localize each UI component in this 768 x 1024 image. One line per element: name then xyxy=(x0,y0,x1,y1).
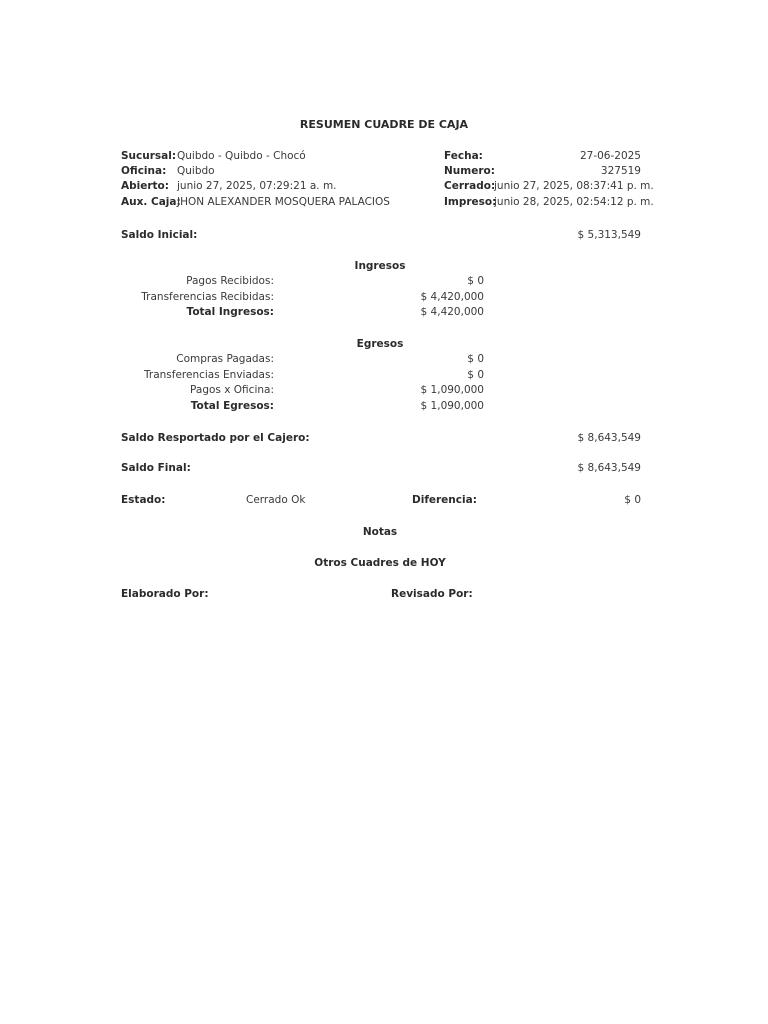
estado-label: Estado: xyxy=(121,494,166,506)
cerrado-value: junio 27, 2025, 08:37:41 p. m. xyxy=(494,180,654,192)
ingresos-heading: Ingresos xyxy=(354,260,406,272)
elaborado-por-label: Elaborado Por: xyxy=(121,588,209,600)
numero-label: Numero: xyxy=(444,165,495,177)
transferencias-enviadas-value: $ 0 xyxy=(467,369,484,381)
abierto-label: Abierto: xyxy=(121,180,169,192)
fecha-label: Fecha: xyxy=(444,150,483,162)
compras-pagadas-label: Compras Pagadas: xyxy=(176,353,274,365)
sucursal-label: Sucursal: xyxy=(121,150,177,162)
total-ingresos-value: $ 4,420,000 xyxy=(420,306,484,318)
document-title: RESUMEN CUADRE DE CAJA xyxy=(299,118,469,131)
pagos-oficina-label: Pagos x Oficina: xyxy=(190,384,274,396)
saldo-reportado-value: $ 8,643,549 xyxy=(577,432,641,444)
notas-heading: Notas xyxy=(362,526,398,538)
pagos-recibidos-label: Pagos Recibidos: xyxy=(186,275,274,287)
pagos-recibidos-value: $ 0 xyxy=(467,275,484,287)
diferencia-value: $ 0 xyxy=(624,494,641,506)
total-egresos-value: $ 1,090,000 xyxy=(420,400,484,412)
total-ingresos-label: Total Ingresos: xyxy=(186,306,274,318)
saldo-inicial-label: Saldo Inicial: xyxy=(121,229,198,241)
aux-caja-label: Aux. Caja: xyxy=(121,196,181,208)
egresos-heading: Egresos xyxy=(356,338,404,350)
oficina-label: Oficina: xyxy=(121,165,167,177)
compras-pagadas-value: $ 0 xyxy=(467,353,484,365)
cerrado-label: Cerrado: xyxy=(444,180,496,192)
saldo-final-label: Saldo Final: xyxy=(121,462,191,474)
revisado-por-label: Revisado Por: xyxy=(391,588,473,600)
fecha-value: 27-06-2025 xyxy=(579,150,641,162)
pagos-oficina-value: $ 1,090,000 xyxy=(420,384,484,396)
numero-value: 327519 xyxy=(600,165,641,177)
total-egresos-label: Total Egresos: xyxy=(190,400,274,412)
transferencias-recibidas-label: Transferencias Recibidas: xyxy=(141,291,274,303)
saldo-final-value: $ 8,643,549 xyxy=(577,462,641,474)
diferencia-label: Diferencia: xyxy=(412,494,477,506)
oficina-value: Quibdo xyxy=(177,165,215,177)
impreso-value: junio 28, 2025, 02:54:12 p. m. xyxy=(494,196,654,208)
sucursal-value: Quibdo - Quibdo - Chocó xyxy=(177,150,306,162)
otros-cuadres-heading: Otros Cuadres de HOY xyxy=(314,557,446,569)
aux-caja-value: JHON ALEXANDER MOSQUERA PALACIOS xyxy=(177,196,390,208)
abierto-value: junio 27, 2025, 07:29:21 a. m. xyxy=(177,180,337,192)
estado-value: Cerrado Ok xyxy=(246,494,306,506)
impreso-label: Impreso: xyxy=(444,196,497,208)
saldo-reportado-label: Saldo Resportado por el Cajero: xyxy=(121,432,310,444)
transferencias-enviadas-label: Transferencias Enviadas: xyxy=(144,369,274,381)
saldo-inicial-value: $ 5,313,549 xyxy=(577,229,641,241)
transferencias-recibidas-value: $ 4,420,000 xyxy=(420,291,484,303)
